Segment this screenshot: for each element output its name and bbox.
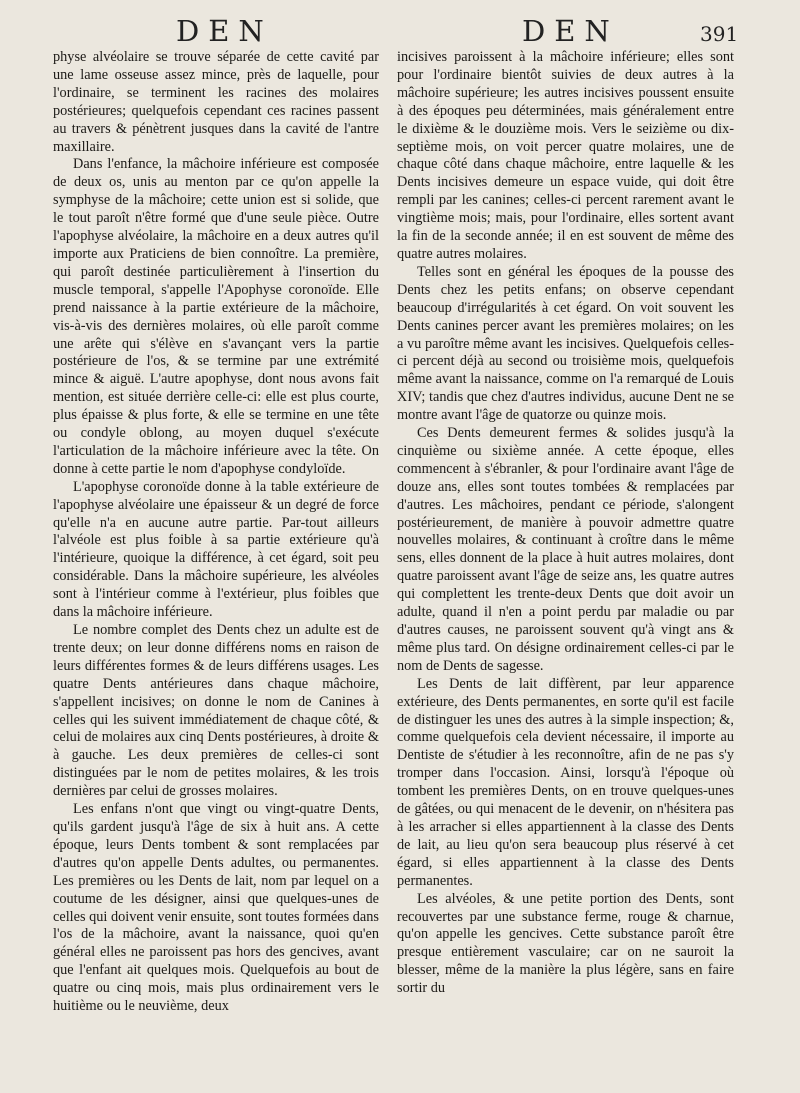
right-paragraph: Les Dents de lait diffèrent, par leur apparence extérieure, des Dents permanentes, en sorte qu'il est facile de distinguer les unes des autres à la simple inspection; &, comme quelquefois cela devient nécessaire, il importe au Dentiste de s'étudier à les reconnoître, afin de ne pas s'y tromper dans l'occasion. Ainsi, lorsqu'à l'époque où tombent les premières Dents, on en trouve quelques-unes de gâtées, ou qui menacent de le devenir, on n'hésitera pas à les arracher si elles appartiennent à la classe des Dents de lait, au lieu qu'on sera beaucoup plus réservé à cet égard, si elles appartiennent à la classe des Dents permanentes. [397, 675, 734, 889]
right-paragraph: Les alvéoles, & une petite portion des Dents, sont recouvertes par une substance ferme, rouge & charnue, qu'on appelle les gencives. Cette substance paroît être presque entièrement vasculaire; car on ne sauroit la blesser, même de la manière la plus légère, sans en faire sortir du [397, 890, 734, 997]
left-paragraph: L'apophyse coronoïde donne à la table extérieure de l'apophyse alvéolaire une épaisseur & un degré de force qu'elle n'a en aucune autre partie. Par-tout ailleurs l'alvéole est plus foible à sa partie extérieure qu'à l'intérieure, quoique la différence, à cet égard, soit peu considérable. Dans la mâchoire supérieure, les alvéoles sont à l'intérieur comme à l'extérieur, plus foibles que dans la mâchoire inférieure. [53, 478, 379, 621]
right-paragraph: incisives paroissent à la mâchoire inférieure; elles sont pour l'ordinaire bientôt suivies de deux autres à la mâchoire supérieure; les autres incisives poussent ensuite à des époques peu déterminées, mais généralement entre le dixième & le douzième mois. Vers le seizième ou dix-septième mois, on voit percer quatre molaires, une de chaque côté dans chaque mâchoire, entre laquelle & les Dents incisives demeure un espace vuide, qui doit être rempli par les canines; celles-ci percent rarement avant le vingtième mois; mais, pour l'ordinaire, elles sortent avant la fin de la seconde année; il en est souvent de même des quatre autres molaires. [397, 49, 734, 262]
right-running-head: DEN [522, 14, 619, 48]
left-paragraph: Les enfans n'ont que vingt ou vingt-quatre Dents, qu'ils gardent jusqu'à l'âge de six à huit ans. A cette époque, leurs Dents tombent & sont remplacées par d'autres qu'on appelle Dents adultes, ou permanentes. Les premières ou les Dents de lait, nom par lequel on a coutume de les désigner, ainsi que quelques-unes de celles qui doivent venir ensuite, sont toutes formées dans l'os de la mâchoire, avant la naissance, quoi qu'en général elles ne paroissent pas hors des gencives, avant que l'enfant ait quelques mois. Quelquefois au bout de quatre ou cinq mois, mais plus ordinairement vers le huitième ou le neuvième, deux [53, 801, 379, 1015]
page-number: 391 [700, 22, 739, 46]
right-column [397, 49, 734, 998]
right-paragraph: Ces Dents demeurent fermes & solides jusqu'à la cinquième ou sixième année. A cette époque, elles commencent à s'ébranler, & pour l'ordinaire avant l'âge de douze ans, elles sont toutes tombées & remplacées par d'autres. Les mâchoires, pendant ce période, s'alongent postérieurement, de manière à pouvoir admettre quatre nouvelles molaires, & continuant à croître dans le même sens, elles donnent de la place à huit autres molaires, dont quatre paroissent avant l'âge de seize ans, les quatre autres qui complettent les trente-deux Dents que doit avoir un adulte, quand il n'en a point perdu par maladie ou par d'autres causes, ne paroissent souvent qu'à vingt ans & même plus tard. On désigne ordinairement celles-ci par le nom de Dents de sagesse. [397, 425, 734, 674]
left-paragraph: Dans l'enfance, la mâchoire inférieure est composée de deux os, unis au menton par ce qu'on appelle la symphyse de la mâchoire; cette union est si solide, que le tout paroît n'être formé que d'une seule pièce. Outre l'apophyse alvéolaire, la mâchoire en a deux autres qu'il importe aux Praticiens de bien connoître. La première, qui paroît destinée particulièrement à l'insertion du muscle temporal, s'appelle l'Apophyse coronoïde. Elle prend naissance à la partie extérieure de la mâchoire, vis-à-vis des dernières molaires, où elle paroît comme une arête qui s'élève en s'avançant vers la partie postérieure de l'os, & se termine par une extrémité mince & aiguë. L'autre apophyse, dont nous avons fait mention, est située derrière celle-ci: elle est plus courte, plus épaisse & plus forte, & elle se termine en une tête ou condyle oblong, au moyen duquel s'exécute l'articulation de la mâchoire inférieure avec la tête. On donne à cette partie le nom d'apophyse condyloïde. [53, 156, 379, 477]
left-running-head: DEN [176, 14, 273, 48]
left-paragraph: physe alvéolaire se trouve séparée de cette cavité par une lame osseuse assez mince, près de laquelle, pour l'ordinaire, se terminent les racines des molaires postérieures; quelquefois cependant ces racines passent au travers & pénètrent jusques dans la cavité de l'antre maxillaire. [53, 49, 379, 155]
right-paragraph: Telles sont en général les époques de la pousse des Dents chez les petits enfans; on observe cependant beaucoup d'irrégularités à cet égard. On voit souvent les Dents canines percer avant les premières molaires; on les a vu paroître même avant les incisives. Quelquefois celles-ci percent déjà au second ou troisième mois, quelquefois même avant la naissance, comme on l'a remarqué de Louis XIV; tandis que chez d'autres individus, aucune Dent ne se montre avant l'âge de quatorze ou quinze mois. [397, 263, 734, 424]
left-paragraph: Le nombre complet des Dents chez un adulte est de trente deux; on leur donne différens noms en raison de leurs différentes formes & de leurs différens usages. Les quatre Dents antérieures dans chaque mâchoire, s'appellent incisives; on donne le nom de Canines à celles qui les suivent immédiatement de chaque côté, & celui de molaires aux cinq Dents postérieures, à droite & à gauche. Les deux premières de celles-ci sont distinguées par le nom de petites molaires, & les trois dernières par celui de grosses molaires. [53, 622, 379, 800]
left-column [53, 49, 379, 1016]
